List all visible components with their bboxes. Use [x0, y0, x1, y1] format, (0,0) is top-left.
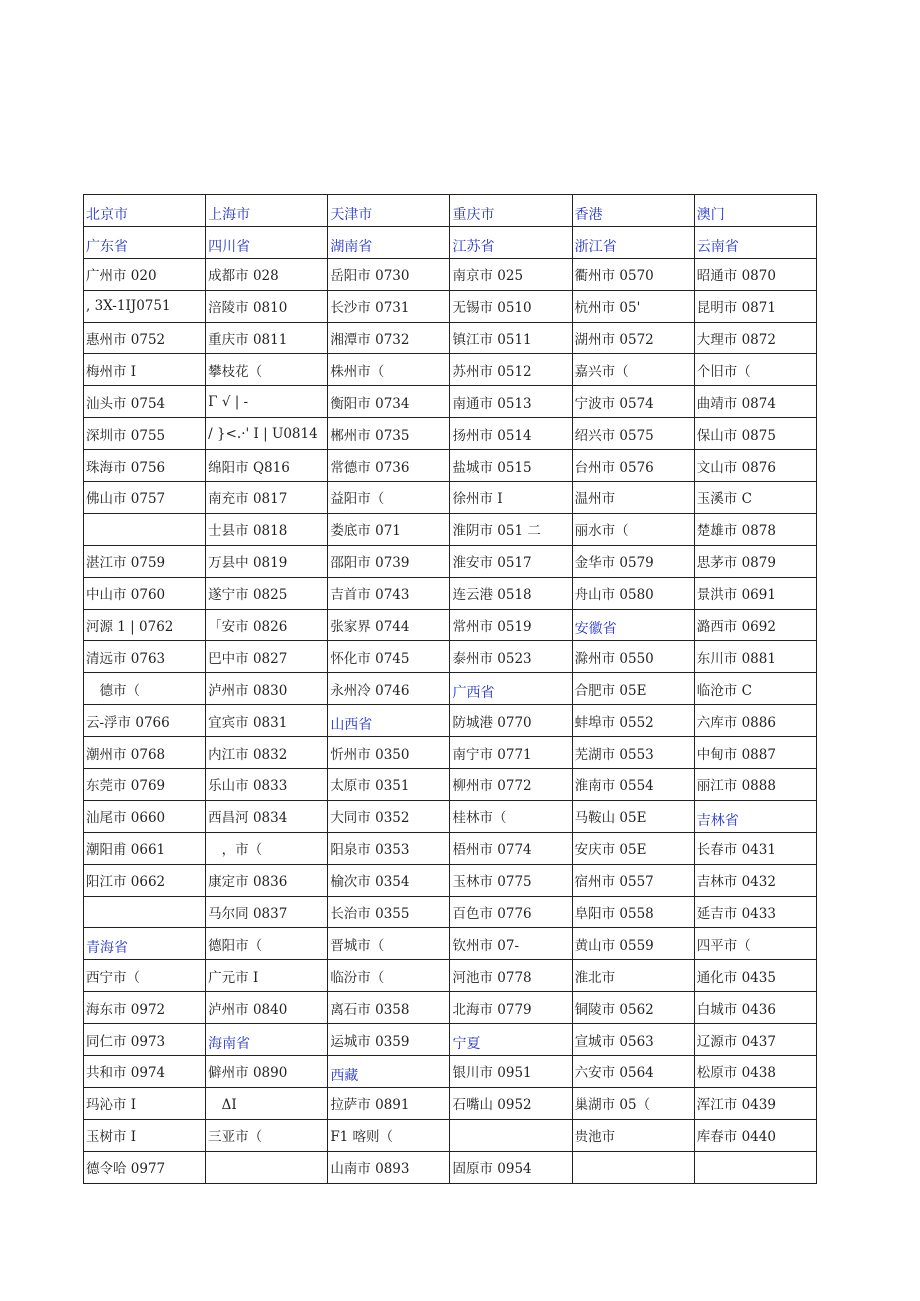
table-cell: 嘉兴市（ — [572, 354, 694, 386]
table-cell: 阜阳市 0558 — [572, 896, 694, 928]
table-cell: 桂林市（ — [450, 800, 572, 832]
table-cell: 邵阳市 0739 — [328, 545, 450, 577]
table-cell: F1 喀则（ — [328, 1119, 450, 1151]
table-cell: 汕头市 0754 — [84, 386, 206, 418]
table-cell: 宿州市 0557 — [572, 864, 694, 896]
region-header-cell: 澳门 — [694, 195, 816, 227]
table-cell: 蚌埠市 0552 — [572, 705, 694, 737]
table-cell: 株州市（ — [328, 354, 450, 386]
region-header-cell: 重庆市 — [450, 195, 572, 227]
table-cell: 舟山市 0580 — [572, 577, 694, 609]
table-row — [84, 226, 817, 258]
table-body — [84, 195, 817, 1184]
table-row — [84, 832, 817, 864]
table-cell: 珠海市 0756 — [84, 450, 206, 482]
table-cell: 泰州市 0523 — [450, 641, 572, 673]
table-cell: 温州市 — [572, 482, 694, 514]
table-cell: 六库市 0886 — [694, 705, 816, 737]
table-cell: 丽江市 0888 — [694, 769, 816, 801]
table-cell — [206, 1151, 328, 1183]
table-cell: 长春市 0431 — [694, 832, 816, 864]
table-cell: 阳江市 0662 — [84, 864, 206, 896]
table-cell: 四平市（ — [694, 928, 816, 960]
table-cell: 贵池市 — [572, 1119, 694, 1151]
table-cell: 万县中 0819 — [206, 545, 328, 577]
table-cell — [84, 513, 206, 545]
table-row — [84, 960, 817, 992]
table-cell: 金华市 0579 — [572, 545, 694, 577]
table-cell: 北海市 0779 — [450, 992, 572, 1024]
table-cell: 钦州市 07- — [450, 928, 572, 960]
table-cell: 深圳市 0755 — [84, 418, 206, 450]
table-cell: 六安市 0564 — [572, 1056, 694, 1088]
table-cell: 云-浮市 0766 — [84, 705, 206, 737]
table-cell: 绍兴市 0575 — [572, 418, 694, 450]
table-cell: 吉林市 0432 — [694, 864, 816, 896]
table-cell: 滁州市 0550 — [572, 641, 694, 673]
table-row — [84, 1024, 817, 1056]
table-row — [84, 673, 817, 705]
table-cell: 张家界 0744 — [328, 609, 450, 641]
table-cell: 晋城市（ — [328, 928, 450, 960]
table-cell: 衡阳市 0734 — [328, 386, 450, 418]
region-header-cell: 江苏省 — [450, 226, 572, 258]
table-cell: 德令哈 0977 — [84, 1151, 206, 1183]
table-cell: 镇江市 0511 — [450, 322, 572, 354]
table-cell: , 3X-1IJ0751 — [84, 290, 206, 322]
table-cell: 榆次市 0354 — [328, 864, 450, 896]
table-cell: 巢湖市 05（ — [572, 1087, 694, 1119]
region-header-cell: 海南省 — [206, 1024, 328, 1056]
table-cell: Γ √ | - — [206, 386, 328, 418]
table-cell: 潮州市 0768 — [84, 737, 206, 769]
table-cell: 涪陵市 0810 — [206, 290, 328, 322]
table-cell: 楚雄市 0878 — [694, 513, 816, 545]
table-row — [84, 705, 817, 737]
table-cell: 士县市 0818 — [206, 513, 328, 545]
table-cell: 惠州市 0752 — [84, 322, 206, 354]
table-cell: 重庆市 0811 — [206, 322, 328, 354]
table-row — [84, 418, 817, 450]
table-cell — [572, 1151, 694, 1183]
table-cell: 梧州市 0774 — [450, 832, 572, 864]
region-header-cell: 上海市 — [206, 195, 328, 227]
region-header-cell: 湖南省 — [328, 226, 450, 258]
table-cell: 广州市 020 — [84, 258, 206, 290]
table-cell: 南充市 0817 — [206, 482, 328, 514]
table-cell: 成都市 028 — [206, 258, 328, 290]
region-header-cell: 山西省 — [328, 705, 450, 737]
table-cell: 拉萨市 0891 — [328, 1087, 450, 1119]
table-cell: 泸州市 0840 — [206, 992, 328, 1024]
table-cell: 石嘴山 0952 — [450, 1087, 572, 1119]
region-header-cell: 吉林省 — [694, 800, 816, 832]
table-cell: 浑江市 0439 — [694, 1087, 816, 1119]
table-cell: 乐山市 0833 — [206, 769, 328, 801]
region-header-cell: 安徽省 — [572, 609, 694, 641]
table-cell: 岳阳市 0730 — [328, 258, 450, 290]
table-row — [84, 513, 817, 545]
table-row — [84, 195, 817, 227]
table-cell: 绵阳市 Q816 — [206, 450, 328, 482]
table-cell: 宣城市 0563 — [572, 1024, 694, 1056]
table-cell: 文山市 0876 — [694, 450, 816, 482]
table-cell: 僻州市 0890 — [206, 1056, 328, 1088]
table-cell: 西昌河 0834 — [206, 800, 328, 832]
table-cell: 连云港 0518 — [450, 577, 572, 609]
table-cell: 佛山市 0757 — [84, 482, 206, 514]
table-cell: 淮南市 0554 — [572, 769, 694, 801]
table-cell: 黄山市 0559 — [572, 928, 694, 960]
table-cell: 曲靖市 0874 — [694, 386, 816, 418]
region-header-cell: 浙江省 — [572, 226, 694, 258]
table-cell: 德阳市（ — [206, 928, 328, 960]
table-row — [84, 864, 817, 896]
table-cell: 昭通市 0870 — [694, 258, 816, 290]
table-cell: 内江市 0832 — [206, 737, 328, 769]
table-cell: 库春市 0440 — [694, 1119, 816, 1151]
table-cell: 同仁市 0973 — [84, 1024, 206, 1056]
table-cell: 广元市 I — [206, 960, 328, 992]
table-row — [84, 896, 817, 928]
table-cell: 吉首市 0743 — [328, 577, 450, 609]
table-row — [84, 1056, 817, 1088]
region-header-cell: 青海省 — [84, 928, 206, 960]
table-cell: 延吉市 0433 — [694, 896, 816, 928]
table-cell: 太原市 0351 — [328, 769, 450, 801]
table-cell: 南京市 025 — [450, 258, 572, 290]
table-row — [84, 928, 817, 960]
region-header-cell: 广西省 — [450, 673, 572, 705]
table-cell: 铜陵市 0562 — [572, 992, 694, 1024]
table-cell: 宜宾市 0831 — [206, 705, 328, 737]
table-cell: 阳泉市 0353 — [328, 832, 450, 864]
table-cell: 无锡市 0510 — [450, 290, 572, 322]
table-cell: 柳州市 0772 — [450, 769, 572, 801]
table-cell: 防城港 0770 — [450, 705, 572, 737]
table-cell: 德市（ — [84, 673, 206, 705]
table-row — [84, 641, 817, 673]
table-cell: 徐州市 I — [450, 482, 572, 514]
table-cell: 泸州市 0830 — [206, 673, 328, 705]
table-cell: 景洪市 0691 — [694, 577, 816, 609]
table-row — [84, 992, 817, 1024]
table-row — [84, 545, 817, 577]
area-code-table — [83, 194, 817, 1184]
region-header-cell: 天津市 — [328, 195, 450, 227]
region-header-cell: 香港 — [572, 195, 694, 227]
region-header-cell: 西藏 — [328, 1056, 450, 1088]
table-cell: 台州市 0576 — [572, 450, 694, 482]
table-row — [84, 354, 817, 386]
table-cell: 遂宁市 0825 — [206, 577, 328, 609]
table-cell: 芜湖市 0553 — [572, 737, 694, 769]
region-header-cell: 北京市 — [84, 195, 206, 227]
table-cell: 盐城市 0515 — [450, 450, 572, 482]
table-cell: 三亚市（ — [206, 1119, 328, 1151]
table-row — [84, 577, 817, 609]
table-row — [84, 1151, 817, 1183]
table-cell: 思茅市 0879 — [694, 545, 816, 577]
table-cell: 马尔同 0837 — [206, 896, 328, 928]
table-cell: 巴中市 0827 — [206, 641, 328, 673]
table-cell: 通化市 0435 — [694, 960, 816, 992]
table-cell: 共和市 0974 — [84, 1056, 206, 1088]
table-cell: 大同市 0352 — [328, 800, 450, 832]
table-cell: 安庆市 05E — [572, 832, 694, 864]
table-cell: 昆明市 0871 — [694, 290, 816, 322]
table-cell: 河池市 0778 — [450, 960, 572, 992]
table-cell: 潞西市 0692 — [694, 609, 816, 641]
table-cell: 苏州市 0512 — [450, 354, 572, 386]
table-cell: 扬州市 0514 — [450, 418, 572, 450]
table-row — [84, 609, 817, 641]
table-cell: 大理市 0872 — [694, 322, 816, 354]
table-cell: 长治市 0355 — [328, 896, 450, 928]
table-cell: 湘潭市 0732 — [328, 322, 450, 354]
table-cell: 淮北市 — [572, 960, 694, 992]
table-cell: 益阳市（ — [328, 482, 450, 514]
region-header-cell: 四川省 — [206, 226, 328, 258]
table-row — [84, 737, 817, 769]
table-cell: 银川市 0951 — [450, 1056, 572, 1088]
table-cell: 马鞍山 05E — [572, 800, 694, 832]
table-row — [84, 386, 817, 418]
table-cell: 合肥市 05E — [572, 673, 694, 705]
region-header-cell: 宁夏 — [450, 1024, 572, 1056]
table-cell: 湛江市 0759 — [84, 545, 206, 577]
table-row — [84, 482, 817, 514]
table-cell: 运城市 0359 — [328, 1024, 450, 1056]
table-cell: 保山市 0875 — [694, 418, 816, 450]
table-cell: 梅州市 I — [84, 354, 206, 386]
table-cell: 百色市 0776 — [450, 896, 572, 928]
table-cell: 东莞市 0769 — [84, 769, 206, 801]
table-cell: 杭州市 05' — [572, 290, 694, 322]
table-cell: 玉树市 I — [84, 1119, 206, 1151]
table-cell: 个旧市（ — [694, 354, 816, 386]
table-cell: 清远市 0763 — [84, 641, 206, 673]
table-row — [84, 450, 817, 482]
table-row — [84, 322, 817, 354]
table-cell: 辽源市 0437 — [694, 1024, 816, 1056]
table-cell: ，市（ — [206, 832, 328, 864]
table-cell: 汕尾市 0660 — [84, 800, 206, 832]
table-cell: 永州冷 0746 — [328, 673, 450, 705]
table-cell: 山南市 0893 — [328, 1151, 450, 1183]
table-cell — [694, 1151, 816, 1183]
table-cell: 「安市 0826 — [206, 609, 328, 641]
table-row — [84, 800, 817, 832]
region-header-cell: 云南省 — [694, 226, 816, 258]
table-cell: / }<.·' I | U0814 — [206, 418, 328, 450]
table-cell: 常德市 0736 — [328, 450, 450, 482]
table-cell: 康定市 0836 — [206, 864, 328, 896]
table-row — [84, 1087, 817, 1119]
region-header-cell: 广东省 — [84, 226, 206, 258]
table-cell: 淮安市 0517 — [450, 545, 572, 577]
table-row — [84, 1119, 817, 1151]
table-cell: 固原市 0954 — [450, 1151, 572, 1183]
table-cell: 南宁市 0771 — [450, 737, 572, 769]
table-row — [84, 258, 817, 290]
table-cell: 离石市 0358 — [328, 992, 450, 1024]
table-cell: 潮阳甫 0661 — [84, 832, 206, 864]
table-cell: 临汾市（ — [328, 960, 450, 992]
table-cell: 长沙市 0731 — [328, 290, 450, 322]
table-cell: 怀化市 0745 — [328, 641, 450, 673]
table-cell: 南通市 0513 — [450, 386, 572, 418]
table-cell: 松原市 0438 — [694, 1056, 816, 1088]
table-cell: 丽水市（ — [572, 513, 694, 545]
table-cell: 白城市 0436 — [694, 992, 816, 1024]
table-cell: 东川市 0881 — [694, 641, 816, 673]
table-row — [84, 290, 817, 322]
table-cell: 宁波市 0574 — [572, 386, 694, 418]
table-cell: 郴州市 0735 — [328, 418, 450, 450]
table-cell: 海东市 0972 — [84, 992, 206, 1024]
table-row — [84, 769, 817, 801]
table-cell: 攀枝花（ — [206, 354, 328, 386]
table-cell: 玉溪市 C — [694, 482, 816, 514]
table-cell: 中山市 0760 — [84, 577, 206, 609]
table-cell: 娄底市 071 — [328, 513, 450, 545]
table-cell: ΔI — [206, 1087, 328, 1119]
table-cell: 玛沁市 I — [84, 1087, 206, 1119]
table-cell — [450, 1119, 572, 1151]
table-cell: 衢州市 0570 — [572, 258, 694, 290]
table-cell — [84, 896, 206, 928]
table-cell: 临沧市 C — [694, 673, 816, 705]
table-cell: 忻州市 0350 — [328, 737, 450, 769]
table-cell: 中甸市 0887 — [694, 737, 816, 769]
table-cell: 河源 1 | 0762 — [84, 609, 206, 641]
table-cell: 玉林市 0775 — [450, 864, 572, 896]
table-cell: 湖州市 0572 — [572, 322, 694, 354]
table-cell: 常州市 0519 — [450, 609, 572, 641]
table-cell: 淮阴市 051 二 — [450, 513, 572, 545]
table-cell: 西宁市（ — [84, 960, 206, 992]
